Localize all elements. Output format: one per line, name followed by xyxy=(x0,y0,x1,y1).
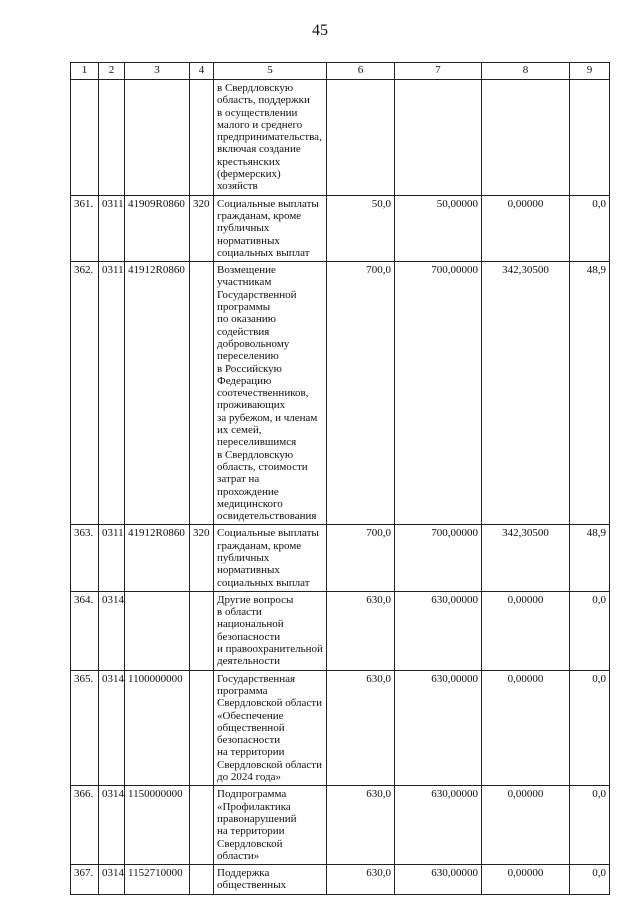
section-code-cell xyxy=(99,786,125,865)
percent-cell-text: 48,9 xyxy=(586,264,606,277)
target-code-cell-text: 1100000000 xyxy=(128,672,183,685)
target-code-cell xyxy=(125,865,190,895)
header-cell: 9 xyxy=(570,63,610,80)
row-number-cell xyxy=(71,262,99,525)
plan-amount-cell xyxy=(327,865,395,895)
executed-amount-cell-text: 0,00000 xyxy=(507,197,544,210)
adjusted-amount-cell-text: 50,00000 xyxy=(436,197,478,210)
header-cell: 3 xyxy=(125,63,190,80)
page-number: 45 xyxy=(312,22,328,39)
section-code-cell-text: 0314 xyxy=(102,788,124,801)
adjusted-amount-cell-text: 630,00000 xyxy=(431,672,478,685)
row-number-cell xyxy=(71,591,99,670)
target-code-cell-text: 41909R0860 xyxy=(128,197,185,210)
table-row xyxy=(71,865,610,895)
name-cell-text: Социальные выплаты гражданам, кроме публичных нормативных социальных выплат xyxy=(217,527,319,589)
row-number-cell-text: 365. xyxy=(74,672,94,685)
target-code-cell-text: 1152710000 xyxy=(128,867,183,880)
name-cell xyxy=(214,262,327,525)
name-cell-text: Государственная программа Свердловской области «Обеспечение общественной безопасности на территории Свердловской области до 2024 года» xyxy=(217,672,322,784)
table-row xyxy=(71,591,610,670)
section-code-cell xyxy=(99,865,125,895)
executed-amount-cell xyxy=(482,786,570,865)
plan-amount-cell xyxy=(327,262,395,525)
table-row xyxy=(71,670,610,786)
section-code-cell-text: 0311 xyxy=(102,527,124,540)
section-code-cell-text: 0311 xyxy=(102,264,124,277)
executed-amount-cell xyxy=(482,670,570,786)
expense-type-cell xyxy=(190,262,214,525)
adjusted-amount-cell xyxy=(395,195,482,261)
percent-cell-text: 0,0 xyxy=(592,593,606,606)
target-code-cell xyxy=(125,195,190,261)
name-cell-text: Поддержка общественных xyxy=(217,867,287,892)
name-cell xyxy=(214,80,327,196)
adjusted-amount-cell xyxy=(395,262,482,525)
header-cell: 7 xyxy=(395,63,482,80)
row-number-cell xyxy=(71,525,99,591)
target-code-cell xyxy=(125,786,190,865)
target-code-cell xyxy=(125,80,190,196)
adjusted-amount-cell-text: 630,00000 xyxy=(431,788,478,801)
plan-amount-cell xyxy=(327,591,395,670)
executed-amount-cell-text: 342,30500 xyxy=(502,264,549,277)
plan-amount-cell-text: 50,0 xyxy=(371,197,391,210)
section-code-cell xyxy=(99,591,125,670)
target-code-cell xyxy=(125,670,190,786)
percent-cell xyxy=(570,591,610,670)
expense-type-cell xyxy=(190,80,214,196)
row-number-cell-text: 362. xyxy=(74,264,94,277)
row-number-cell xyxy=(71,786,99,865)
expense-type-cell xyxy=(190,591,214,670)
name-cell xyxy=(214,865,327,895)
row-number-cell-text: 367. xyxy=(74,867,94,880)
adjusted-amount-cell-text: 630,00000 xyxy=(431,593,478,606)
executed-amount-cell xyxy=(482,591,570,670)
target-code-cell xyxy=(125,591,190,670)
percent-cell xyxy=(570,525,610,591)
table-row xyxy=(71,80,610,196)
section-code-cell xyxy=(99,670,125,786)
percent-cell xyxy=(570,80,610,196)
section-code-cell-text: 0314 xyxy=(102,867,124,880)
expense-type-cell-text: 320 xyxy=(193,527,210,540)
table-row xyxy=(71,195,610,261)
row-number-cell-text: 366. xyxy=(74,788,94,801)
executed-amount-cell xyxy=(482,525,570,591)
table-row xyxy=(71,525,610,591)
percent-cell-text: 0,0 xyxy=(592,672,606,685)
adjusted-amount-cell-text: 700,00000 xyxy=(431,527,478,540)
section-code-cell xyxy=(99,525,125,591)
executed-amount-cell xyxy=(482,195,570,261)
row-number-cell-text: 361. xyxy=(74,197,94,210)
plan-amount-cell-text: 630,0 xyxy=(366,867,391,880)
executed-amount-cell-text: 0,00000 xyxy=(507,593,544,606)
header-cell: 2 xyxy=(99,63,125,80)
section-code-cell xyxy=(99,80,125,196)
name-cell xyxy=(214,786,327,865)
adjusted-amount-cell xyxy=(395,80,482,196)
adjusted-amount-cell xyxy=(395,591,482,670)
name-cell xyxy=(214,591,327,670)
name-cell xyxy=(214,525,327,591)
name-cell xyxy=(214,195,327,261)
plan-amount-cell-text: 630,0 xyxy=(366,788,391,801)
expense-type-cell xyxy=(190,786,214,865)
name-cell-text: Возмещение участникам Государственной программы по оказанию содействия добровольному переселению в Российскую Федерацию соотечественников, проживающих за рубежом, и членам их семей, переселившимся в Свердловскую область, стоимости затрат на прохождение медицинского освидетельствования xyxy=(217,264,318,523)
table-row xyxy=(71,786,610,865)
expense-type-cell xyxy=(190,195,214,261)
executed-amount-cell-text: 342,30500 xyxy=(502,527,549,540)
executed-amount-cell-text: 0,00000 xyxy=(507,788,544,801)
executed-amount-cell xyxy=(482,865,570,895)
expense-type-cell-text: 320 xyxy=(193,197,210,210)
plan-amount-cell-text: 630,0 xyxy=(366,672,391,685)
row-number-cell xyxy=(71,670,99,786)
header-cell: 4 xyxy=(190,63,214,80)
expense-type-cell xyxy=(190,670,214,786)
executed-amount-cell xyxy=(482,262,570,525)
header-cell: 5 xyxy=(214,63,327,80)
adjusted-amount-cell-text: 630,00000 xyxy=(431,867,478,880)
section-code-cell-text: 0314 xyxy=(102,672,124,685)
plan-amount-cell xyxy=(327,80,395,196)
row-number-cell-text: 363. xyxy=(74,527,94,540)
percent-cell xyxy=(570,195,610,261)
plan-amount-cell-text: 700,0 xyxy=(366,264,391,277)
header-cell: 6 xyxy=(327,63,395,80)
percent-cell xyxy=(570,670,610,786)
target-code-cell xyxy=(125,525,190,591)
executed-amount-cell xyxy=(482,80,570,196)
budget-table xyxy=(70,62,610,895)
percent-cell-text: 0,0 xyxy=(592,788,606,801)
section-code-cell-text: 0314 xyxy=(102,593,124,606)
header-cell: 1 xyxy=(71,63,99,80)
header-row xyxy=(71,63,610,80)
expense-type-cell xyxy=(190,525,214,591)
target-code-cell xyxy=(125,262,190,525)
executed-amount-cell-text: 0,00000 xyxy=(507,867,544,880)
name-cell-text: Социальные выплаты гражданам, кроме публичных нормативных социальных выплат xyxy=(217,197,319,259)
name-cell-text: Другие вопросы в области национальной безопасности и правоохранительной деятельности xyxy=(217,593,323,668)
adjusted-amount-cell xyxy=(395,525,482,591)
adjusted-amount-cell-text: 700,00000 xyxy=(431,264,478,277)
percent-cell-text: 0,0 xyxy=(592,197,606,210)
plan-amount-cell xyxy=(327,670,395,786)
section-code-cell xyxy=(99,195,125,261)
target-code-cell-text: 41912R0860 xyxy=(128,264,185,277)
target-code-cell-text: 41912R0860 xyxy=(128,527,185,540)
section-code-cell-text: 0311 xyxy=(102,197,124,210)
table-row xyxy=(71,262,610,525)
executed-amount-cell-text: 0,00000 xyxy=(507,672,544,685)
row-number-cell xyxy=(71,195,99,261)
adjusted-amount-cell xyxy=(395,865,482,895)
row-number-cell xyxy=(71,80,99,196)
name-cell-text: в Свердловскую область, поддержки в осуществлении малого и среднего предпринимательства, включая создание крестьянских (фермерских) хозяйств xyxy=(217,82,322,193)
table-body xyxy=(71,80,610,895)
percent-cell xyxy=(570,865,610,895)
percent-cell xyxy=(570,262,610,525)
percent-cell-text: 0,0 xyxy=(592,867,606,880)
expense-type-cell xyxy=(190,865,214,895)
section-code-cell xyxy=(99,262,125,525)
percent-cell xyxy=(570,786,610,865)
name-cell-text: Подпрограмма «Профилактика правонарушений на территории Свердловской области» xyxy=(217,788,297,862)
percent-cell-text: 48,9 xyxy=(586,527,606,540)
plan-amount-cell xyxy=(327,786,395,865)
adjusted-amount-cell xyxy=(395,670,482,786)
row-number-cell-text: 364. xyxy=(74,593,94,606)
adjusted-amount-cell xyxy=(395,786,482,865)
plan-amount-cell xyxy=(327,525,395,591)
plan-amount-cell xyxy=(327,195,395,261)
plan-amount-cell-text: 700,0 xyxy=(366,527,391,540)
header-cell: 8 xyxy=(482,63,570,80)
name-cell xyxy=(214,670,327,786)
target-code-cell-text: 1150000000 xyxy=(128,788,183,801)
row-number-cell xyxy=(71,865,99,895)
plan-amount-cell-text: 630,0 xyxy=(366,593,391,606)
